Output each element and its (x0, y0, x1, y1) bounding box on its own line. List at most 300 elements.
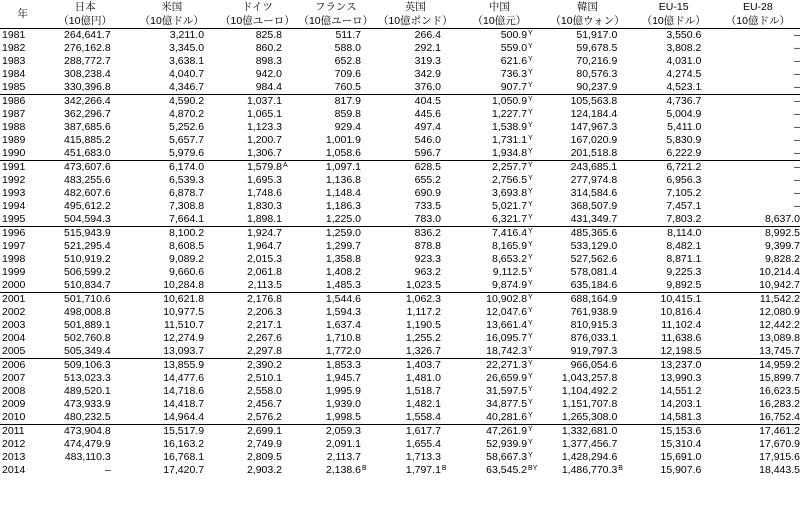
value-cell-france: 511.7 (335, 29, 361, 41)
header-china: 中国 (488, 1, 510, 13)
note-mark-uk (441, 319, 455, 332)
header-uk: 英国 (404, 1, 426, 13)
value-cell-eu15: 4,523.1 (632, 81, 702, 95)
year-cell: 1997 (2, 240, 26, 252)
note-mark-eu15 (701, 81, 715, 95)
value-cell-usa: 15,517.9 (163, 425, 205, 437)
note-mark-uk (441, 266, 455, 279)
value-cell-uk: 1,062.3 (405, 293, 441, 305)
note-mark-usa (204, 253, 218, 266)
note-mark-usa (204, 240, 218, 253)
note-mark-korea (617, 213, 631, 227)
value-cell-eu28: 9,399.7 (764, 240, 800, 252)
value-cell-japan: 330,396.8 (45, 81, 111, 95)
value-cell-germany: 898.3 (255, 55, 282, 67)
value-cell-france: 1,853.3 (325, 359, 361, 371)
value-cell-france: 1,299.7 (325, 240, 361, 252)
value-cell-france: 652.8 (334, 55, 361, 67)
value-cell-eu15: 3,550.6 (666, 29, 702, 41)
note-mark-france (361, 411, 375, 425)
note-mark-usa (204, 81, 218, 95)
note-mark-korea (617, 425, 631, 439)
note-mark-korea (617, 345, 631, 359)
note-mark-germany (282, 187, 296, 200)
note-mark-germany (282, 319, 296, 332)
note-mark-germany: A (282, 162, 288, 169)
value-cell-eu15: 10,415.1 (660, 293, 702, 305)
value-cell-uk: 783.0 (375, 213, 441, 227)
value-cell-uk: 342.9 (414, 68, 441, 80)
value-cell-china: 47,261.9 (486, 425, 528, 437)
value-cell-germany: 2,558.0 (246, 385, 282, 397)
note-mark-korea (617, 147, 631, 161)
value-cell-usa: 14,964.4 (125, 411, 204, 425)
note-mark-eu15 (701, 451, 715, 464)
note-mark-germany (282, 174, 296, 187)
table-row (0, 279, 800, 293)
value-cell-japan: 264,641.7 (64, 29, 111, 41)
year-cell: 1996 (2, 227, 26, 239)
table-row (0, 29, 800, 43)
year-header: 年 (0, 0, 45, 29)
note-mark-eu15 (701, 385, 715, 398)
note-mark-france (361, 174, 375, 187)
value-cell-korea: 431,349.7 (543, 213, 617, 227)
note-mark-france (361, 200, 375, 213)
value-cell-japan: 505,349.4 (45, 345, 111, 359)
value-cell-china: 26,659.9 (486, 372, 528, 384)
note-mark-eu15 (701, 306, 715, 319)
note-mark-korea (617, 161, 631, 175)
table-row (0, 68, 800, 81)
value-cell-korea: 1,377,456.7 (561, 438, 618, 450)
value-cell-korea: 1,428,294.6 (561, 451, 618, 463)
value-cell-germany: 1,037.1 (246, 95, 282, 107)
value-cell-korea: 810,915.3 (570, 319, 618, 331)
value-cell-usa: 10,284.8 (125, 279, 204, 293)
value-cell-germany: 1,898.1 (218, 213, 282, 227)
note-mark-japan (111, 55, 125, 68)
value-cell-china: 500.9 (500, 29, 528, 41)
value-cell-korea: 277,974.8 (570, 174, 618, 186)
note-mark-eu15 (701, 95, 715, 109)
note-mark-korea (617, 240, 631, 253)
note-mark-korea (617, 95, 631, 109)
year-cell: 1991 (2, 161, 26, 173)
note-mark-germany (282, 227, 296, 241)
unit-japan: （10億円） (45, 14, 125, 29)
note-mark-uk (441, 81, 455, 95)
note-mark-usa (204, 398, 218, 411)
year-cell: 2010 (0, 411, 45, 425)
note-mark-eu15 (701, 121, 715, 134)
note-mark-china: Y (528, 373, 533, 380)
note-mark-france (361, 293, 375, 307)
table-row (0, 161, 800, 175)
table-row (0, 200, 800, 213)
value-cell-germany: 1,200.7 (246, 134, 282, 146)
note-mark-germany (282, 55, 296, 68)
value-cell-korea: 80,576.3 (576, 68, 618, 80)
value-cell-korea: 90,237.9 (543, 81, 617, 95)
value-cell-eu15: 8,482.1 (666, 240, 702, 252)
value-cell-usa: 4,590.2 (169, 95, 205, 107)
note-mark-china: Y (528, 386, 533, 393)
note-mark-uk (441, 398, 455, 411)
value-cell-korea: 578,081.4 (570, 266, 618, 278)
note-mark-germany (282, 240, 296, 253)
value-cell-eu28: 10,214.4 (759, 266, 800, 278)
table-row (0, 332, 800, 345)
value-cell-usa: 10,977.5 (163, 306, 205, 318)
value-cell-eu15: 6,721.2 (666, 161, 702, 173)
note-mark-china: Y (527, 279, 543, 293)
value-cell-china: 40,281.6 (455, 411, 527, 425)
value-cell-usa: 13,093.7 (125, 345, 204, 359)
note-mark-japan (111, 108, 125, 121)
value-cell-germany: 2,456.7 (246, 398, 282, 410)
value-cell-eu28: 16,752.4 (716, 411, 800, 425)
note-mark-usa (204, 55, 218, 68)
value-cell-france: 1,358.8 (325, 253, 361, 265)
note-mark-germany (282, 332, 296, 345)
value-cell-germany: 1,306.7 (218, 147, 282, 161)
table-row (0, 451, 800, 464)
value-cell-usa: 4,346.7 (125, 81, 204, 95)
note-mark-korea (617, 398, 631, 411)
note-mark-germany (282, 121, 296, 134)
table-row (0, 240, 800, 253)
note-mark-usa (204, 425, 218, 439)
note-mark-germany (282, 306, 296, 319)
value-cell-korea: 1,486,770.3 (561, 464, 618, 476)
value-cell-china: 10,902.8 (486, 293, 528, 305)
value-cell-china: 13,661.4 (486, 319, 528, 331)
value-cell-uk: 292.1 (414, 42, 441, 54)
value-cell-china: 16,095.7 (486, 332, 528, 344)
value-cell-usa: 3,211.0 (169, 29, 205, 41)
value-cell-china: 18,742.3 (455, 345, 527, 359)
value-cell-eu15: 13,237.0 (660, 359, 702, 371)
value-cell-china: 1,227.7 (492, 108, 528, 120)
note-mark-uk (441, 451, 455, 464)
value-cell-france: 1,136.8 (325, 174, 361, 186)
note-mark-eu15 (701, 398, 715, 411)
note-mark-eu15 (701, 147, 715, 161)
year-cell: 1983 (2, 55, 26, 67)
value-cell-uk: 404.5 (414, 95, 441, 107)
note-mark-eu15 (701, 464, 715, 477)
note-mark-france (361, 385, 375, 398)
note-mark-japan (111, 213, 125, 227)
note-mark-usa (204, 266, 218, 279)
table-row (0, 293, 800, 307)
note-mark-usa (204, 174, 218, 187)
note-mark-uk (441, 68, 455, 81)
year-cell: 1994 (2, 200, 26, 212)
note-mark-usa (204, 293, 218, 307)
value-cell-france: 1,945.7 (325, 372, 361, 384)
value-cell-japan: 483,255.6 (64, 174, 111, 186)
value-cell-usa: 5,252.6 (169, 121, 205, 133)
table-row (0, 425, 800, 439)
note-mark-china: Y (528, 254, 533, 261)
value-cell-usa: 10,621.8 (163, 293, 205, 305)
value-cell-eu15: 7,457.1 (666, 200, 702, 212)
note-mark-china: Y (528, 175, 533, 182)
value-cell-japan: 474,479.9 (64, 438, 111, 450)
note-mark-france (361, 81, 375, 95)
note-mark-korea (617, 174, 631, 187)
note-mark-japan (111, 68, 125, 81)
note-mark-korea (617, 438, 631, 451)
note-mark-usa (204, 147, 218, 161)
value-cell-eu15: 15,691.0 (660, 451, 702, 463)
note-mark-france (361, 134, 375, 147)
value-cell-france: 1,001.9 (325, 134, 361, 146)
value-cell-korea: 876,033.1 (570, 332, 618, 344)
value-cell-usa: 6,539.3 (169, 174, 205, 186)
note-mark-korea (617, 68, 631, 81)
table-row (0, 81, 800, 95)
value-cell-germany: 1,695.3 (246, 174, 282, 186)
value-cell-usa: 3,638.1 (169, 55, 205, 67)
value-cell-china: 2,756.5 (492, 174, 528, 186)
note-mark-china: Y (528, 96, 533, 103)
note-mark-china: Y (528, 30, 533, 37)
note-mark-china: Y (528, 452, 533, 459)
value-cell-eu15: 4,274.5 (666, 68, 702, 80)
value-cell-germany: 2,390.2 (246, 359, 282, 371)
value-cell-china: 2,257.7 (492, 161, 528, 173)
value-cell-eu28: – (716, 81, 800, 95)
header-korea: 韓国 (577, 1, 599, 13)
value-cell-usa: 8,100.2 (169, 227, 205, 239)
note-mark-japan (111, 464, 125, 477)
note-mark-japan (111, 121, 125, 134)
note-mark-china: Y (528, 56, 533, 63)
value-cell-china: 12,047.6 (486, 306, 528, 318)
value-cell-china: 1,050.9 (492, 95, 528, 107)
value-cell-eu28: 17,915.6 (759, 451, 800, 463)
value-cell-china: 58,667.3 (486, 451, 528, 463)
note-mark-usa (204, 332, 218, 345)
table-row (0, 464, 800, 477)
note-mark-usa (204, 385, 218, 398)
value-cell-japan: 498,008.8 (64, 306, 111, 318)
year-cell: 2002 (2, 306, 26, 318)
value-cell-eu28: – (716, 147, 800, 161)
value-cell-uk: 1,117.2 (406, 306, 441, 318)
note-mark-uk (441, 95, 455, 109)
value-cell-uk: 923.3 (414, 253, 441, 265)
value-cell-china: 1,731.1 (492, 134, 528, 146)
year-cell: 1989 (2, 134, 26, 146)
value-cell-japan: 473,933.9 (64, 398, 111, 410)
value-cell-korea: 201,518.8 (543, 147, 617, 161)
value-cell-korea: 1,104,492.2 (561, 385, 618, 397)
value-cell-eu28: – (794, 174, 800, 186)
note-mark-japan (111, 332, 125, 345)
note-mark-eu15 (701, 187, 715, 200)
note-mark-uk (441, 42, 455, 55)
note-mark-germany (282, 438, 296, 451)
table-row (0, 345, 800, 359)
note-mark-eu15 (701, 345, 715, 359)
note-mark-usa (204, 68, 218, 81)
note-mark-germany (282, 359, 296, 373)
note-mark-france (361, 161, 375, 175)
value-cell-germany: 2,903.2 (246, 464, 282, 476)
value-cell-eu28: – (794, 42, 800, 54)
note-mark-china: Y (527, 147, 543, 161)
value-cell-japan: 501,889.1 (64, 319, 111, 331)
note-mark-korea: B (618, 465, 623, 472)
value-cell-japan: 362,296.7 (64, 108, 111, 120)
note-mark-japan (111, 134, 125, 147)
note-mark-germany (282, 213, 296, 227)
year-cell: 1986 (2, 95, 26, 107)
note-mark-germany (282, 279, 296, 293)
value-cell-japan: 495,612.2 (64, 200, 111, 212)
note-mark-japan (111, 266, 125, 279)
value-cell-usa: 16,768.1 (163, 451, 205, 463)
value-cell-germany: 2,206.3 (246, 306, 282, 318)
value-cell-eu15: 9,225.3 (666, 266, 702, 278)
value-cell-japan: 504,594.3 (45, 213, 111, 227)
value-cell-eu28: 13,745.7 (716, 345, 800, 359)
table-body (0, 29, 800, 478)
note-mark-japan (111, 385, 125, 398)
note-mark-china: Y (528, 439, 533, 446)
note-mark-france (361, 345, 375, 359)
note-mark-france (361, 306, 375, 319)
value-cell-germany: 2,113.5 (218, 279, 282, 293)
value-cell-uk: 266.4 (414, 29, 441, 41)
year-cell: 2008 (2, 385, 26, 397)
value-cell-uk: 1,518.7 (405, 385, 441, 397)
value-cell-uk: 628.5 (414, 161, 441, 173)
note-mark-china: Y (528, 294, 533, 301)
value-cell-eu15: 7,105.2 (666, 187, 702, 199)
value-cell-japan: 482,607.6 (64, 187, 111, 199)
value-cell-usa: 14,418.7 (163, 398, 205, 410)
value-cell-japan: 308,238.4 (64, 68, 111, 80)
note-mark-germany (282, 372, 296, 385)
note-mark-uk (441, 240, 455, 253)
value-cell-uk: 445.6 (414, 108, 441, 120)
note-mark-uk (441, 411, 455, 425)
value-cell-eu15: 13,990.3 (660, 372, 702, 384)
value-cell-france: 760.5 (296, 81, 361, 95)
note-mark-china: Y (528, 320, 533, 327)
value-cell-korea: 167,020.9 (570, 134, 618, 146)
year-cell: 2014 (2, 464, 26, 476)
header-japan: 日本 (74, 1, 96, 13)
value-cell-france: 1,097.1 (325, 161, 361, 173)
value-cell-uk: 690.9 (414, 187, 441, 199)
value-cell-france: 1,710.8 (325, 332, 361, 344)
table-row (0, 266, 800, 279)
value-cell-china: 22,271.3 (486, 359, 528, 371)
note-mark-germany (282, 253, 296, 266)
value-cell-eu15: 5,830.9 (666, 134, 702, 146)
year-cell: 1988 (2, 121, 26, 133)
note-mark-germany (282, 425, 296, 439)
note-mark-china: Y (528, 426, 533, 433)
note-mark-france (361, 451, 375, 464)
year-cell: 1984 (2, 68, 26, 80)
note-mark-france (361, 359, 375, 373)
note-mark-korea (617, 200, 631, 213)
note-mark-germany (282, 398, 296, 411)
table-row (0, 438, 800, 451)
note-mark-france (361, 425, 375, 439)
value-cell-japan: 510,919.2 (64, 253, 111, 265)
note-mark-usa (204, 319, 218, 332)
note-mark-germany (282, 200, 296, 213)
note-mark-france (361, 319, 375, 332)
value-cell-france: 1,225.0 (296, 213, 361, 227)
note-mark-france: B (361, 465, 367, 472)
note-mark-korea (617, 81, 631, 95)
value-cell-germany: 1,123.3 (246, 121, 282, 133)
value-cell-uk: 733.5 (414, 200, 441, 212)
note-mark-germany (282, 68, 296, 81)
note-mark-eu15 (701, 55, 715, 68)
unit-china: （10億元） (455, 14, 543, 29)
note-mark-korea (617, 29, 631, 43)
note-mark-france (361, 147, 375, 161)
value-cell-eu15: 6,222.9 (632, 147, 702, 161)
note-mark-eu15 (701, 411, 715, 425)
value-cell-germany: 2,267.6 (246, 332, 282, 344)
note-mark-japan (111, 227, 125, 241)
value-cell-eu15: 11,638.6 (661, 332, 702, 344)
value-cell-eu28: 8,992.5 (764, 227, 800, 239)
value-cell-germany: 2,510.1 (246, 372, 282, 384)
note-mark-uk (441, 227, 455, 241)
value-cell-eu28: – (794, 134, 800, 146)
value-cell-eu15: 12,198.5 (632, 345, 702, 359)
value-cell-korea: 761,938.9 (570, 306, 618, 318)
note-mark-korea (617, 332, 631, 345)
note-mark-japan (111, 95, 125, 109)
note-mark-usa (204, 372, 218, 385)
year-cell: 1982 (2, 42, 26, 54)
value-cell-uk: 1,797.1 (405, 464, 441, 476)
value-cell-eu28: – (794, 187, 800, 199)
value-cell-germany: 1,924.7 (246, 227, 282, 239)
value-cell-eu15: 5,411.0 (667, 121, 702, 133)
value-cell-korea: 314,584.6 (570, 187, 618, 199)
table-row (0, 187, 800, 200)
note-mark-japan (111, 345, 125, 359)
year-cell: 1990 (0, 147, 45, 161)
value-cell-usa: 5,657.7 (169, 134, 205, 146)
value-cell-germany: 1,830.3 (246, 200, 282, 212)
note-mark-china: Y (528, 135, 533, 142)
value-cell-uk: 319.3 (414, 55, 441, 67)
note-mark-eu15 (701, 134, 715, 147)
value-cell-eu15: 9,892.5 (632, 279, 702, 293)
note-mark-germany (282, 95, 296, 109)
note-mark-germany (282, 385, 296, 398)
note-mark-japan (111, 147, 125, 161)
note-mark-uk (441, 332, 455, 345)
note-mark-korea (617, 319, 631, 332)
unit-germany: （10億ユーロ） (220, 15, 295, 27)
